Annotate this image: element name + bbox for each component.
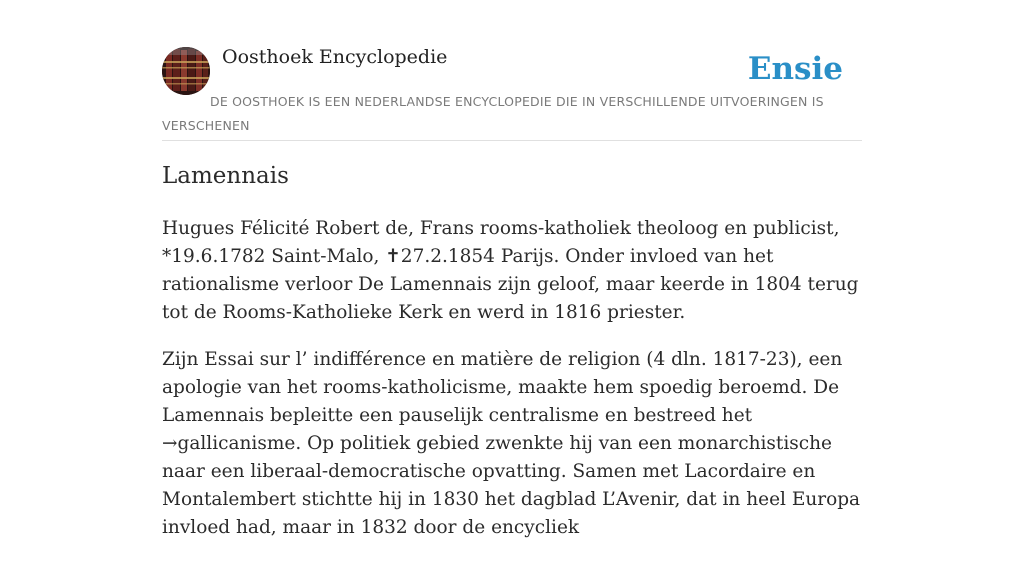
publication-tagline: DE OOSTHOEK IS EEN NEDERLANDSE ENCYCLOPEDIE DIE IN VERSCHILLENDE UITVOERINGEN IS VERSCHENEN: [162, 94, 824, 133]
article-paragraph: Zijn Essai sur l’ indifférence en matière de religion (4 dln. 1817-23), een apologie van het rooms-katholicisme, maakte hem spoedig beroemd. De Lamennais bepleitte een pauselijk centralisme en bestreed het →gallicanisme. Op politiek gebied zwenkte hij van een monarchistische naar een liberaal-democratische opvatting. Samen met Lacordaire en Montalembert stichtte hij in 1830 het dagblad L’Avenir, dat in heel Europa invloed had, maar in 1832 door de encycliek: [162, 349, 861, 538]
brand-logo[interactable]: Ensie: [747, 51, 843, 87]
article-body: [162, 215, 862, 561]
publication-name[interactable]: Oosthoek Encyclopedie: [222, 46, 448, 68]
site-header: [162, 0, 862, 141]
page: [162, 0, 862, 538]
article-paragraph: Hugues Félicité Robert de, Frans rooms-katholiek theoloog en publicist, *19.6.1782 Saint-Malo, ✝27.2.1854 Parijs. Onder invloed van het rationalisme verloor De Lamennais zijn geloof, maar keerde in 1804 terug tot de Rooms-Katholieke Kerk en werd in 1816 priester.: [162, 218, 859, 323]
bookshelf-avatar-icon[interactable]: [162, 47, 210, 95]
article-title: Lamennais: [162, 163, 289, 189]
